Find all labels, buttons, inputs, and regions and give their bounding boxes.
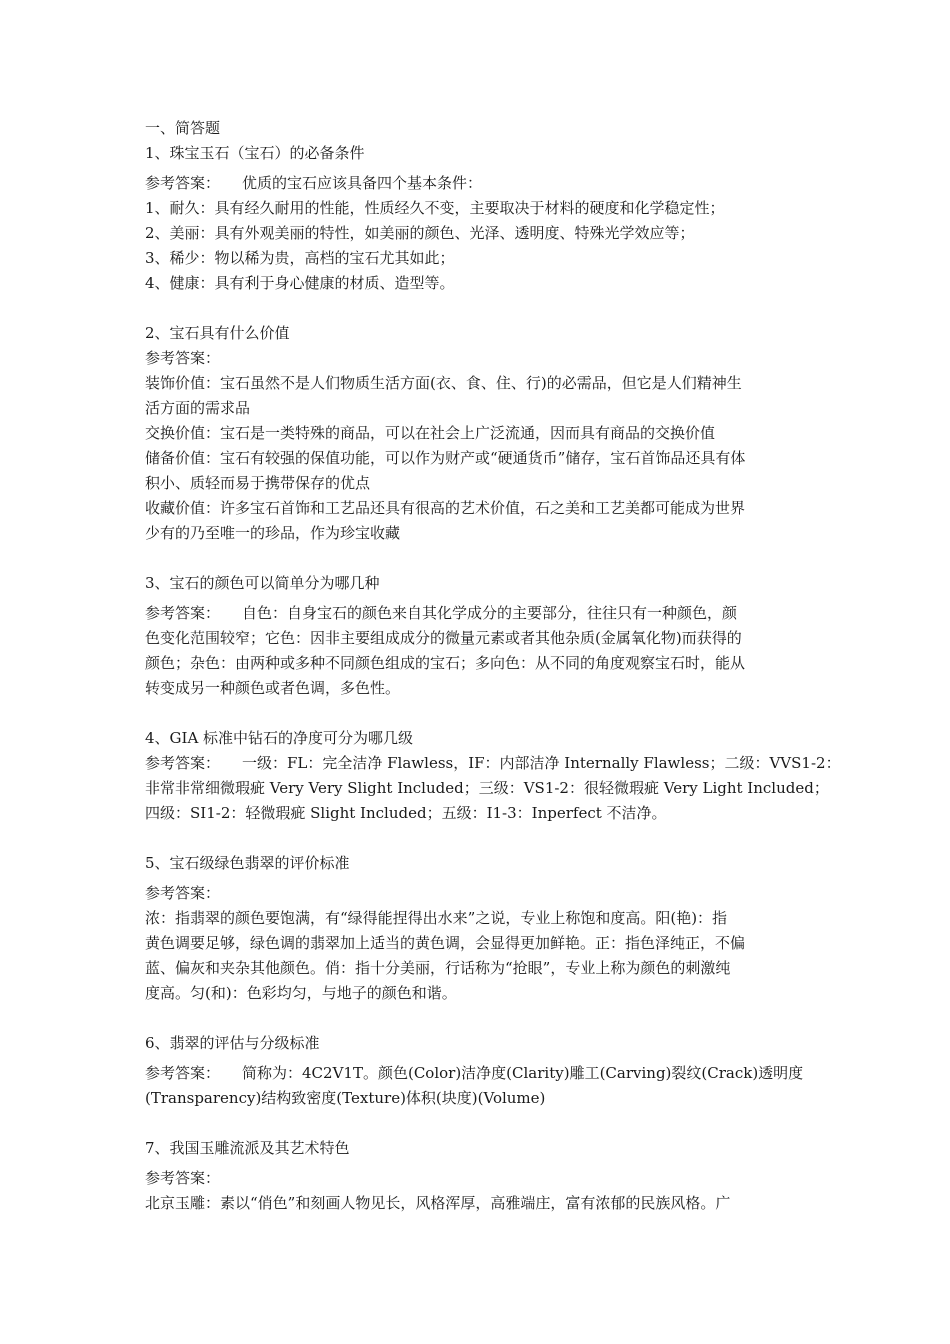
- answer-line: 4、健康：具有利于身心健康的材质、造型等。: [145, 274, 455, 292]
- answer-line: 黄色调要足够，绿色调的翡翠加上适当的黄色调，会显得更加鲜艳。正：指色泽纯正，不偏: [145, 934, 746, 952]
- question-4-title: 4、GIA 标准中钻石的净度可分为哪几级: [145, 729, 414, 747]
- answer-label: 参考答案：: [145, 1064, 221, 1082]
- answer-line: 转变成另一种颜色或者色调，多色性。: [145, 679, 401, 697]
- answer-line: 少有的乃至唯一的珍品，作为珍宝收藏: [145, 524, 401, 542]
- answer-line: 装饰价值：宝石虽然不是人们物质生活方面(衣、食、住、行)的必需品，但它是人们精神生: [145, 374, 742, 392]
- question-5-title: 5、宝石级绿色翡翠的评价标准: [145, 854, 350, 872]
- answer-line: 度高。匀(和)：色彩均匀，与地子的颜色和谐。: [145, 984, 457, 1002]
- answer-line: (Transparency)结构致密度(Texture)体积(块度)(Volume): [145, 1089, 546, 1107]
- answer-intro: 优质的宝石应该具备四个基本条件：: [242, 174, 483, 192]
- answer-line: 简称为：4C2V1T。颜色(Color)洁净度(Clarity)雕工(Carving)裂纹(Crack)透明度: [242, 1064, 804, 1082]
- answer-line: 积小、质轻而易于携带保存的优点: [145, 474, 371, 492]
- question-6-answer: [145, 1061, 810, 1086]
- answer-line: 交换价值：宝石是一类特殊的商品，可以在社会上广泛流通，因而具有商品的交换价值: [145, 424, 716, 442]
- answer-label: 参考答案：: [145, 1169, 221, 1187]
- answer-line: 自色：自身宝石的颜色来自其化学成分的主要部分，往往只有一种颜色，颜: [242, 604, 738, 622]
- answer-line: 浓：指翡翠的颜色要饱满，有“绿得能捏得出水来”之说，专业上称饱和度高。阳(艳)：指: [145, 909, 728, 927]
- question-7-title: 7、我国玉雕流派及其艺术特色: [145, 1139, 350, 1157]
- answer-line: 北京玉雕：素以“俏色”和刻画人物见长，风格浑厚，高雅端庄，富有浓郁的民族风格。广: [145, 1194, 731, 1212]
- answer-line: 非常非常细微瑕疵 Very Very Slight Included；三级：VS1-2：很轻微瑕疵 Very Light Included；: [145, 779, 829, 797]
- answer-line: 2、美丽：具有外观美丽的特性，如美丽的颜色、光泽、透明度、特殊光学效应等；: [145, 224, 695, 242]
- answer-line: 蓝、偏灰和夹杂其他颜色。俏：指十分美丽，行话称为“抢眼”，专业上称为颜色的刺激纯: [145, 959, 731, 977]
- question-1-title: 1、珠宝玉石（宝石）的必备条件: [145, 144, 365, 162]
- question-3-answer: [145, 601, 810, 626]
- answer-line: 收藏价值：许多宝石首饰和工艺品还具有很高的艺术价值，石之美和工艺美都可能成为世界: [145, 499, 746, 517]
- answer-line: 储备价值：宝石有较强的保值功能，可以作为财产或“硬通货币”储存，宝石首饰品还具有体: [145, 449, 746, 467]
- answer-line: 一级：FL：完全洁净 Flawless，IF：内部洁净 Internally Flawless；二级：VVS1-2：: [242, 754, 841, 772]
- answer-line: 颜色；杂色：由两种或多种不同颜色组成的宝石；多向色：从不同的角度观察宝石时，能从: [145, 654, 746, 672]
- answer-line: 1、耐久：具有经久耐用的性能，性质经久不变，主要取决于材料的硬度和化学稳定性；: [145, 199, 725, 217]
- question-2-title: 2、宝石具有什么价值: [145, 324, 290, 342]
- answer-label: 参考答案：: [145, 349, 221, 367]
- document-page: [145, 116, 841, 1216]
- answer-line: 活方面的需求品: [145, 399, 251, 417]
- answer-line: 3、稀少：物以稀为贵，高档的宝石尤其如此；: [145, 249, 455, 267]
- question-6-title: 6、翡翠的评估与分级标准: [145, 1034, 320, 1052]
- answer-line: 色变化范围较窄；它色：因非主要组成成分的微量元素或者其他杂质(金属氧化物)而获得的: [145, 629, 742, 647]
- section-heading: 一、简答题: [145, 119, 221, 137]
- answer-line: 四级：SI1-2：轻微瑕疵 Slight Included；五级：I1-3：Inperfect 不洁净。: [145, 804, 667, 822]
- question-3-title: 3、宝石的颜色可以简单分为哪几种: [145, 574, 380, 592]
- answer-label: 参考答案：: [145, 604, 221, 622]
- question-4-answer: [145, 751, 841, 776]
- answer-label: 参考答案：: [145, 884, 221, 902]
- answer-label: 参考答案：: [145, 174, 221, 192]
- question-1-answer: [145, 171, 810, 196]
- answer-label: 参考答案：: [145, 754, 221, 772]
